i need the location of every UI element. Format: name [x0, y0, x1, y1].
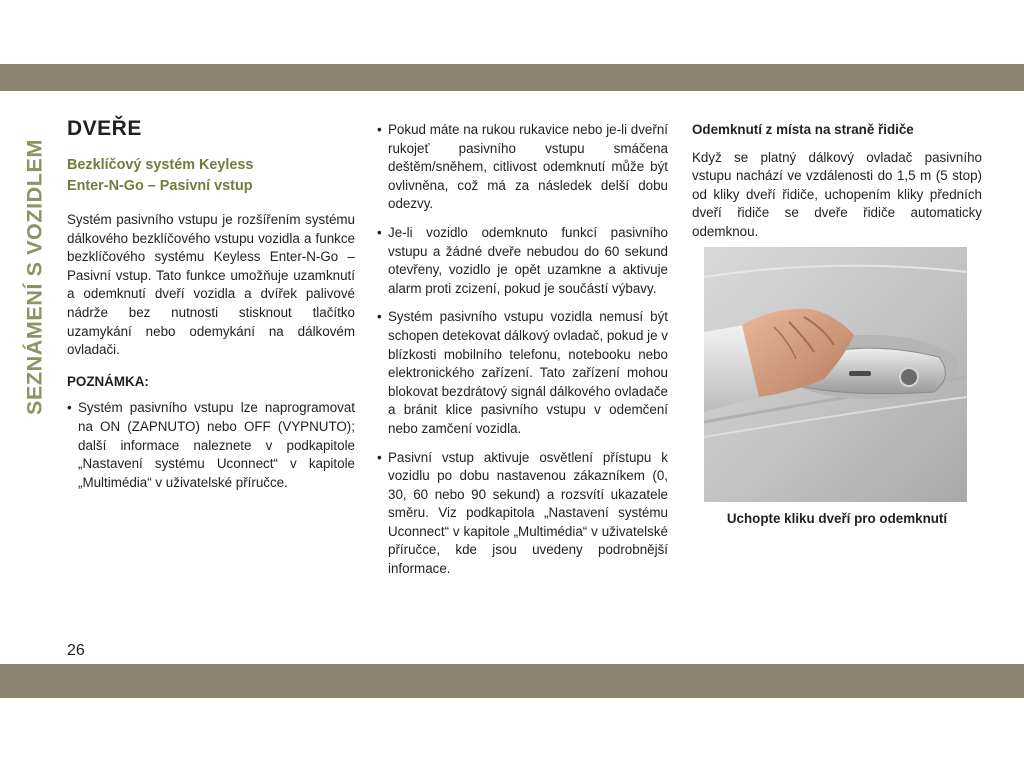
page-number: 26 — [67, 642, 85, 659]
footer-band — [0, 664, 1024, 698]
bullet-dot-icon: • — [67, 400, 72, 416]
list-item: • Je-li vozidlo odemknuto funkcí pasivního vstupu a žádné dveře nebudou do 60 sekund otevřeny, vozidlo je opět uzamkne a aktivuje alarm proti zcizení, pokud je součástí výbavy. — [377, 224, 668, 298]
bullet-dot-icon: • — [377, 224, 382, 240]
bullet-dot-icon: • — [377, 449, 382, 465]
subsection-title: Odemknutí z místa na straně řidiče — [692, 122, 914, 137]
bullet-dot-icon: • — [377, 309, 382, 325]
bullet-dot-icon: • — [377, 122, 382, 137]
photo-caption: Uchopte kliku dveří pro odemknutí — [726, 511, 948, 526]
section-side-title: SEZNÁMENÍ S VOZIDLEM — [22, 139, 47, 415]
unlock-paragraph: Když se platný dálkový ovladač pasivního vstupu nachází ve vzdálenosti do 1,5 m (5 stop) od kliky dveří řidiče, uchopením kliky předních dveří řidiče se dveře řidiče automaticky odemknou. — [692, 149, 982, 239]
column-right — [692, 121, 982, 242]
column-left — [67, 116, 355, 500]
note-heading: POZNÁMKA: — [67, 373, 149, 389]
subsection-title: Bezklíčový systém Keyless Enter-N-Go – Pasivní vstup — [67, 157, 254, 194]
note-bullet: • Systém pasivního vstupu lze naprogramovat na ON (ZAPNUTO) nebo OFF (VYPNUTO); další informace naleznete v podkapitole „Nastavení systému Uconnect“ v kapitole „Multimédia“ v uživatelské příručce. — [67, 399, 355, 492]
list-item: • Pasivní vstup aktivuje osvětlení přístupu k vozidlu po dobu nastavenou zákazníkem (0, 30, 60 nebo 90 sekund) a rozsvítí ukazatele směru. Viz podkapitola „Nastavení systému Uconnect“ v kapitole „Multimédia“ v uživatelské příručce, kde jsou uvedeny podrobnější informace. — [377, 449, 668, 579]
intro-paragraph: Systém pasivního vstupu je rozšířením systému dálkového bezklíčového vstupu vozidla a funkce bezklíčového systému Keyless Enter-N-Go – Pasivní vstup. Tato funkce umožňuje uzamknutí a odemknutí dveří vozidla a dvířek palivové nádrže bez nutnosti stisknout tlačítko uzamykání nebo odemykání na dálkovém ovladači. — [67, 212, 355, 358]
header-band — [0, 64, 1024, 91]
list-item: • Pokud máte na rukou rukavice nebo je-li dveřní rukojeť pasivního vstupu smáčena deštěm/sněhem, citlivost odemknutí může být ovlivněna, což má za následek delší dobu odezvy. — [377, 121, 668, 214]
door-handle-photo — [704, 247, 967, 502]
page-title: DVEŘE — [67, 117, 142, 140]
list-item: • Systém pasivního vstupu vozidla nemusí být schopen detekovat dálkový ovladač, pokud je v blízkosti mobilního telefonu, notebooku nebo elektronického zařízení. Tato zařízení mohou blokovat bezdrátový signál dálkového ovladače a bránit klice pasivního vstupu v odemčení nebo zamčení vozidla. — [377, 308, 668, 438]
column-middle — [377, 121, 668, 589]
